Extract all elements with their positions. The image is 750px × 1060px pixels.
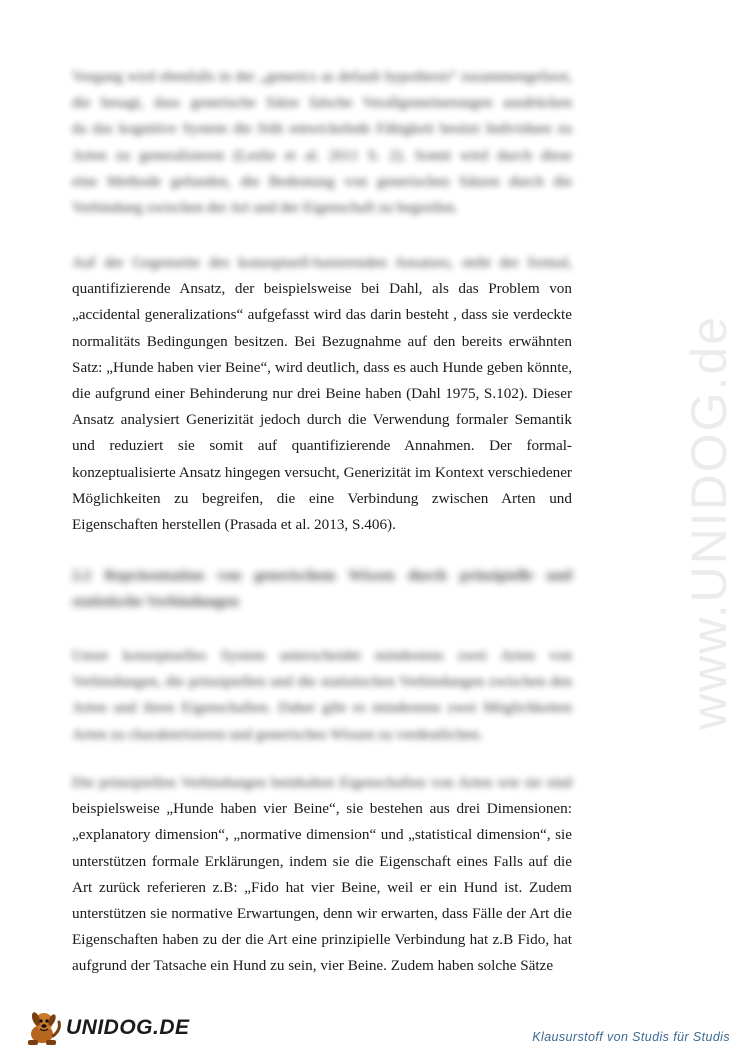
heading-line: 2.2 Repräsentation von generischem Wissen durch prinzipielle und	[72, 567, 572, 584]
paragraph-2	[72, 250, 572, 538]
text-line: da das kognitive System die früh entwickelnde Fähigkeit besitzt Individuen zu	[72, 120, 572, 138]
text-line: Verbindungen, die prinzipiellen und die statistischen Verbindungen zwischen den	[72, 673, 572, 691]
unidog-logo[interactable]	[22, 1008, 190, 1048]
text-line: „explanatory dimension“, „normative dimension“ und „statistical dimension“, sie	[72, 826, 572, 844]
paragraph-2-body	[72, 276, 572, 538]
paragraph-3-blurred	[72, 643, 572, 748]
paragraph-1-blurred	[72, 64, 572, 221]
text-line: Arten zu charakterisieren und generisches Wissen zu verdeutlichen.	[72, 725, 483, 743]
text-line: Eigenschaften haben zu der die Art eine prinzipielle Verbindung hat z.B Fido, hat	[72, 931, 572, 949]
text-line: Arten und ihren Eigenschaften. Daher gibt es mindestens zwei Möglichkeiten	[72, 699, 572, 717]
text-line: „accidental generalizations“ aufgefasst wird das darin besteht , dass sie verdeckte	[72, 306, 572, 324]
paragraph-2-first-line-blurred: Auf der Gegenseite des konzeptuell-basierenden Ansatzes, steht der formal,	[72, 254, 572, 271]
text-line: Satz: „Hunde haben vier Beine“, wird deutlich, dass es auch Hunde geben könnte,	[72, 358, 572, 376]
text-line: eine Methode gefunden, die Bedeutung von generischen Sätzen durch die	[72, 172, 572, 190]
dog-mascot-icon	[22, 1008, 64, 1048]
paragraph-4	[72, 770, 572, 980]
text-line: Verbindung zwischen der Art und der Eigenschaft zu begreifen.	[72, 198, 458, 216]
paragraph-4-first-line-blurred: Die prinzipiellen Verbindungen beinhalten Eigenschaften von Arten wie sie sind	[72, 774, 572, 791]
text-line: Ansatz analysiert Generizität jedoch durch die Verwendung formaler Semantik	[72, 411, 572, 429]
paragraph-4-body	[72, 796, 572, 979]
text-line: quantifizierende Ansatz, der beispielsweise bei Dahl, als das Problem von	[72, 280, 572, 298]
text-line: normalitäts Bedingungen besitzen. Bei Bezugnahme auf den bereits erwähnten	[72, 332, 572, 350]
text-line: unterstützen sie normative Erwartungen, denn wir erwarten, dass Fälle der Art die	[72, 904, 572, 922]
text-line: und reduziert sie somit auf quantifizierende Annahmen. Der formal-	[72, 437, 572, 455]
logo-text: UNIDOG.DE	[66, 1016, 190, 1039]
text-line: Unser konzeptuelles System unterscheidet mindestens zwei Arten von	[72, 647, 572, 664]
text-line: die besagt, dass generische Sätze falsche Verallgemeinerungen ausdrücken	[72, 94, 572, 112]
heading-line: statistische Verbindungen	[72, 593, 239, 611]
watermark-text: www.UNIDOG.de	[681, 315, 737, 730]
text-line: Vorgang wird ebenfalls in der „generics as default hypothesis“ zusammengefasst,	[72, 68, 572, 85]
text-line: aufgrund der Tatsache ein Hund zu sein, vier Beine. Zudem haben solche Sätze	[72, 957, 554, 975]
text-line: beispielsweise „Hunde haben vier Beine“, sie bestehen aus drei Dimensionen:	[72, 800, 572, 818]
text-line: Möglichkeiten zu begreifen, die eine Verbindung zwischen Arten und	[72, 489, 572, 507]
text-line: die aufgrund einer Behinderung nur drei Beine haben (Dahl 1975, S.102). Dieser	[72, 384, 572, 402]
text-line: unterstützen formale Erklärungen, indem sie die Eigenschaft eines Falls auf die	[72, 852, 572, 870]
text-line: konzeptualisierte Ansatz hingegen versucht, Generizität im Kontext verschiedener	[72, 463, 572, 481]
text-line: Eigenschaften herstellen (Prasada et al. 2013, S.406).	[72, 515, 396, 533]
footer-tagline: Klausurstoff von Studis für Studis	[532, 1030, 730, 1044]
text-line: Arten zu generalisieren (Leslie et al. 2011 S. 2). Somit wird durch diese	[72, 146, 572, 164]
text-line: Art zurück referieren z.B: „Fido hat vier Beine, weil er ein Hund ist. Zudem	[72, 878, 572, 896]
section-heading-blurred	[72, 563, 572, 615]
